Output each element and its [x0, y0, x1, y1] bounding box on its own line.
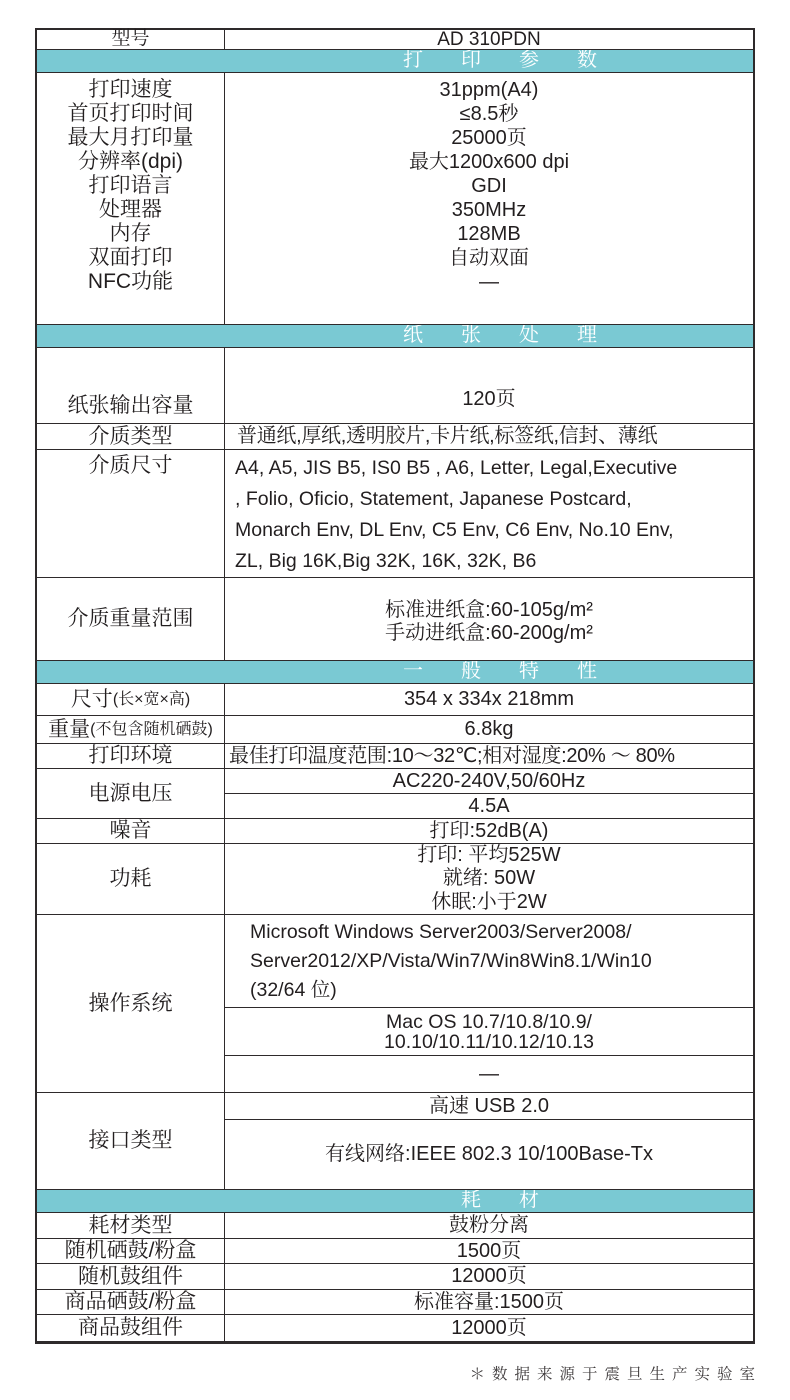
- dimensions-label: [37, 684, 225, 715]
- footer-note: ＊数据来源于震旦生产实验室: [469, 1366, 762, 1383]
- spec-value: —: [479, 271, 499, 293]
- power-values: [225, 769, 753, 818]
- dimensions-value: 354 x 334x 218mm: [403, 688, 575, 710]
- spec-label: 首页打印时间: [67, 102, 194, 125]
- spec-label: 双面打印: [88, 246, 173, 269]
- print-params-row: [37, 73, 753, 325]
- power-current-value: 4.5A: [468, 794, 510, 817]
- environment-value: 最佳打印温度范围:10～32℃;相对湿度:20% ～ 80%: [229, 744, 675, 767]
- weight-value: 6.8kg: [464, 718, 514, 740]
- media-size-label: 介质尺寸: [37, 450, 225, 577]
- media-size-line: Monarch Env, DL Env, C5 Env, C6 Env, No.10 Env,: [235, 519, 674, 541]
- os-label: 操作系统: [37, 915, 225, 1092]
- os-windows-value: [225, 915, 753, 1008]
- media-size-value: [225, 450, 753, 577]
- spec-value: 25000页: [451, 127, 527, 149]
- consumption-line: 就绪: 50W: [442, 867, 536, 890]
- spec-label: 打印语言: [88, 174, 173, 197]
- consumable-type-label: 耗材类型: [37, 1213, 225, 1238]
- retail-toner-value: 标准容量:1500页: [413, 1290, 565, 1313]
- dimensions-row: [37, 684, 753, 716]
- os-other-value: —: [479, 1062, 499, 1085]
- bundled-toner-row: [37, 1239, 753, 1264]
- media-type-row: [37, 424, 753, 450]
- power-voltage-value: AC220-240V,50/60Hz: [225, 769, 753, 794]
- retail-toner-row: [37, 1290, 753, 1315]
- spec-value: 31ppm(A4): [439, 79, 539, 101]
- section-band-paper-handling: 纸张处理: [37, 325, 753, 348]
- weight-label-main: 重量: [48, 717, 91, 741]
- spec-label: 打印速度: [88, 78, 173, 101]
- bundled-toner-value: 1500页: [456, 1239, 522, 1262]
- spec-value: 最大1200x600 dpi: [408, 151, 570, 173]
- bundled-drum-label: 随机鼓组件: [37, 1264, 225, 1289]
- retail-drum-value: 12000页: [451, 1316, 527, 1339]
- bundled-toner-label: 随机硒鼓/粉盒: [37, 1239, 225, 1263]
- noise-row: [37, 819, 753, 844]
- os-windows-line: (32/64 位): [250, 978, 337, 1001]
- spec-value: 自动双面: [449, 247, 529, 269]
- spec-value: 350MHz: [451, 199, 527, 221]
- section-band-consumables: 耗材: [37, 1190, 753, 1213]
- media-size-line: ZL, Big 16K,Big 32K, 16K, 32K, B6: [235, 550, 537, 572]
- output-capacity-value: 120页: [462, 388, 516, 410]
- print-params-labels: [37, 73, 225, 324]
- spec-value: 128MB: [457, 223, 521, 245]
- os-mac-value: [225, 1008, 753, 1056]
- weight-row: [37, 716, 753, 744]
- noise-label: 噪音: [37, 819, 225, 843]
- weight-label-sub: (不包含随机硒鼓): [90, 720, 213, 738]
- output-capacity-label: 纸张输出容量: [37, 348, 225, 423]
- consumption-values: [225, 844, 753, 914]
- media-weight-value: [225, 578, 753, 660]
- weight-label: [37, 716, 225, 743]
- media-type-value: 普通纸,厚纸,透明胶片,卡片纸,标签纸,信封、薄纸: [237, 425, 658, 447]
- spec-label: 处理器: [99, 198, 162, 221]
- section-band-print-params: 打印参数: [37, 50, 753, 73]
- media-size-line: A4, A5, JIS B5, IS0 B5 , A6, Letter, Legal,Executive: [235, 457, 678, 479]
- interface-row: [37, 1093, 753, 1190]
- model-value: AD 310PDN: [437, 28, 541, 50]
- print-params-values: [225, 73, 753, 324]
- noise-value: 打印:52dB(A): [429, 819, 549, 842]
- spec-label: 分辨率(dpi): [77, 150, 183, 173]
- section-band-general: 一般特性: [37, 661, 753, 684]
- model-row: [37, 30, 753, 50]
- media-size-line: , Folio, Oficio, Statement, Japanese Postcard,: [235, 488, 632, 510]
- spec-value: GDI: [471, 175, 507, 197]
- media-weight-line: 手动进纸盒:60-200g/m²: [385, 622, 593, 644]
- media-weight-label: 介质重量范围: [37, 578, 225, 660]
- os-windows-line: Microsoft Windows Server2003/Server2008/: [250, 920, 632, 943]
- power-row: [37, 769, 753, 819]
- environment-row: [37, 744, 753, 769]
- os-values: [225, 915, 753, 1092]
- consumption-label: 功耗: [37, 844, 225, 914]
- os-row: [37, 915, 753, 1093]
- os-mac-line: Mac OS 10.7/10.8/10.9/: [386, 1010, 592, 1033]
- consumption-line: 休眠:小于2W: [431, 890, 547, 913]
- output-capacity-row: [37, 348, 753, 424]
- interface-usb-value: 高速 USB 2.0: [225, 1093, 753, 1120]
- power-label: 电源电压: [37, 769, 225, 818]
- retail-drum-label: 商品鼓组件: [37, 1315, 225, 1341]
- spec-label: 内存: [109, 222, 152, 245]
- os-windows-line: Server2012/XP/Vista/Win7/Win8Win8.1/Win10: [250, 949, 652, 972]
- retail-drum-row: [37, 1315, 753, 1341]
- spec-label: NFC功能: [87, 270, 174, 293]
- dimensions-label-sub: (长×宽×高): [112, 690, 191, 708]
- interface-values: [225, 1093, 753, 1189]
- environment-label: 打印环境: [37, 744, 225, 768]
- consumable-type-row: [37, 1213, 753, 1239]
- media-type-label: 介质类型: [37, 424, 225, 449]
- bundled-drum-value: 12000页: [451, 1265, 527, 1287]
- media-weight-row: [37, 578, 753, 661]
- interface-wired-value: 有线网络:IEEE 802.3 10/100Base-Tx: [325, 1143, 653, 1165]
- bundled-drum-row: [37, 1264, 753, 1290]
- spec-value: ≤8.5秒: [459, 103, 519, 125]
- interface-label: 接口类型: [37, 1093, 225, 1189]
- consumable-type-value: 鼓粉分离: [449, 1214, 529, 1236]
- spec-label: 最大月打印量: [67, 126, 194, 149]
- dimensions-label-main: 尺寸: [70, 687, 113, 711]
- retail-toner-label: 商品硒鼓/粉盒: [37, 1290, 225, 1314]
- consumption-line: 打印: 平均525W: [417, 843, 561, 866]
- spec-table: [35, 28, 755, 1344]
- model-label: 型号: [37, 30, 225, 49]
- consumption-row: [37, 844, 753, 915]
- media-size-row: [37, 450, 753, 578]
- os-mac-line: 10.10/10.11/10.12/10.13: [384, 1030, 594, 1053]
- media-weight-line: 标准进纸盒:60-105g/m²: [385, 599, 593, 621]
